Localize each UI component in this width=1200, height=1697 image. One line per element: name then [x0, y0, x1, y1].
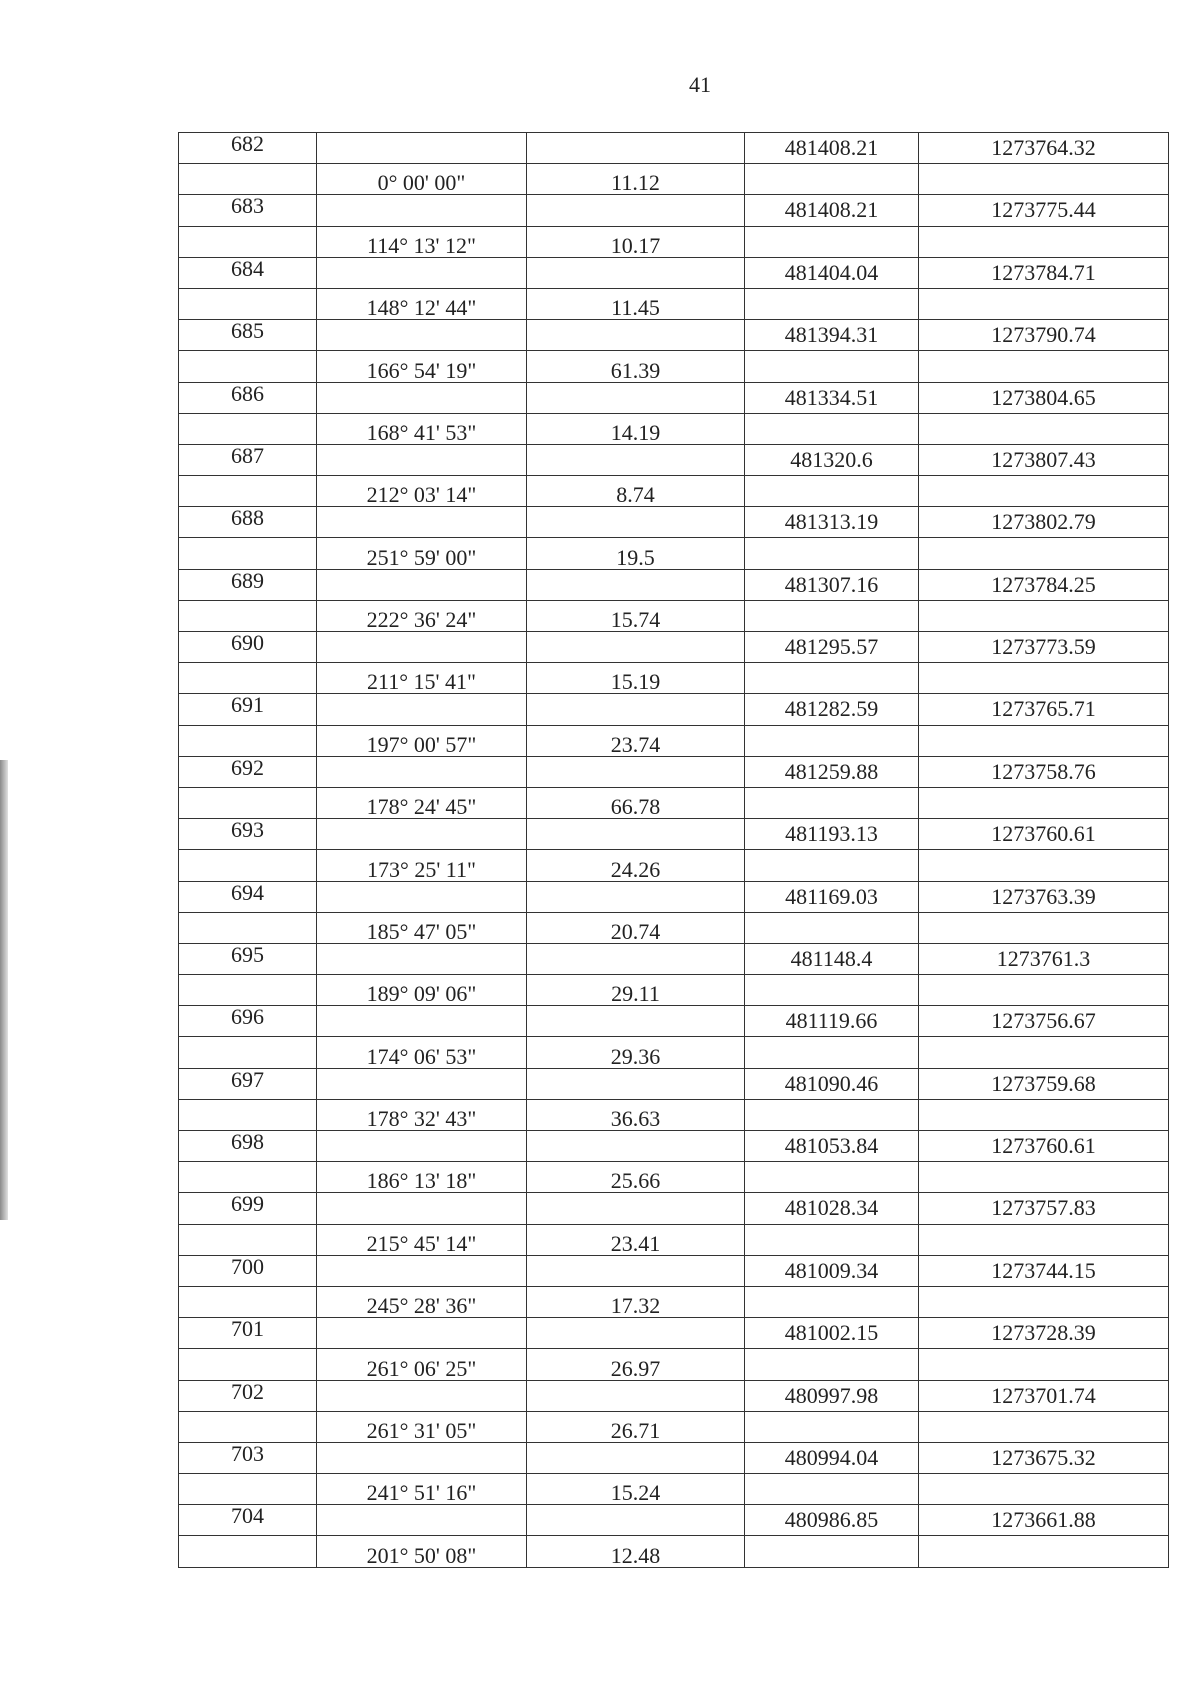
bearing-cell: [317, 819, 527, 850]
x-coordinate-cell: 481090.46: [745, 1068, 919, 1099]
point-number-cell: [179, 1162, 317, 1193]
point-number-cell: 700: [179, 1255, 317, 1286]
point-number-cell: [179, 226, 317, 257]
y-coordinate-cell: 1273744.15: [919, 1255, 1169, 1286]
y-coordinate-cell: 1273760.61: [919, 819, 1169, 850]
bearing-cell: 148° 12' 44": [317, 288, 527, 319]
y-coordinate-cell: 1273790.74: [919, 320, 1169, 351]
table-row-point: [179, 881, 1169, 912]
bearing-cell: [317, 1505, 527, 1536]
bearing-cell: 185° 47' 05": [317, 912, 527, 943]
table-row-segment: [179, 538, 1169, 569]
y-coordinate-cell: [919, 538, 1169, 569]
bearing-cell: [317, 320, 527, 351]
y-coordinate-cell: 1273760.61: [919, 1131, 1169, 1162]
x-coordinate-cell: [745, 538, 919, 569]
distance-cell: [527, 694, 745, 725]
distance-cell: 23.74: [527, 725, 745, 756]
point-number-cell: 688: [179, 507, 317, 538]
x-coordinate-cell: [745, 787, 919, 818]
distance-cell: 15.24: [527, 1474, 745, 1505]
table-row-point: [179, 133, 1169, 164]
bearing-cell: [317, 507, 527, 538]
x-coordinate-cell: 481282.59: [745, 694, 919, 725]
point-number-cell: 698: [179, 1131, 317, 1162]
distance-cell: [527, 382, 745, 413]
distance-cell: [527, 133, 745, 164]
bearing-cell: 215° 45' 14": [317, 1224, 527, 1255]
bearing-cell: 166° 54' 19": [317, 351, 527, 382]
y-coordinate-cell: [919, 600, 1169, 631]
point-number-cell: [179, 663, 317, 694]
y-coordinate-cell: 1273756.67: [919, 1006, 1169, 1037]
table-row-point: [179, 1442, 1169, 1473]
y-coordinate-cell: 1273802.79: [919, 507, 1169, 538]
x-coordinate-cell: 480986.85: [745, 1505, 919, 1536]
bearing-cell: [317, 1006, 527, 1037]
table-row-segment: [179, 1037, 1169, 1068]
bearing-cell: [317, 694, 527, 725]
table-row-point: [179, 195, 1169, 226]
table-row-segment: [179, 288, 1169, 319]
bearing-cell: 241° 51' 16": [317, 1474, 527, 1505]
y-coordinate-cell: [919, 1349, 1169, 1380]
x-coordinate-cell: 481320.6: [745, 444, 919, 475]
table-row-segment: [179, 1224, 1169, 1255]
point-number-cell: [179, 1349, 317, 1380]
x-coordinate-cell: [745, 1286, 919, 1317]
distance-cell: [527, 569, 745, 600]
distance-cell: [527, 819, 745, 850]
bearing-cell: 168° 41' 53": [317, 413, 527, 444]
bearing-cell: [317, 569, 527, 600]
bearing-cell: [317, 1380, 527, 1411]
x-coordinate-cell: [745, 725, 919, 756]
bearing-cell: 178° 24' 45": [317, 787, 527, 818]
distance-cell: [527, 632, 745, 663]
distance-cell: 11.45: [527, 288, 745, 319]
point-number-cell: 693: [179, 819, 317, 850]
table-row-segment: [179, 1099, 1169, 1130]
y-coordinate-cell: 1273773.59: [919, 632, 1169, 663]
distance-cell: 25.66: [527, 1162, 745, 1193]
y-coordinate-cell: [919, 1162, 1169, 1193]
y-coordinate-cell: 1273784.71: [919, 257, 1169, 288]
bearing-cell: [317, 133, 527, 164]
table-row-segment: [179, 787, 1169, 818]
table-row-segment: [179, 1286, 1169, 1317]
x-coordinate-cell: 480994.04: [745, 1442, 919, 1473]
table-row-point: [179, 382, 1169, 413]
x-coordinate-cell: [745, 1536, 919, 1567]
point-number-cell: [179, 850, 317, 881]
distance-cell: [527, 1006, 745, 1037]
point-number-cell: [179, 288, 317, 319]
bearing-cell: 174° 06' 53": [317, 1037, 527, 1068]
bearing-cell: [317, 382, 527, 413]
x-coordinate-cell: [745, 1037, 919, 1068]
distance-cell: 19.5: [527, 538, 745, 569]
x-coordinate-cell: 481259.88: [745, 756, 919, 787]
bearing-cell: [317, 756, 527, 787]
point-number-cell: [179, 1224, 317, 1255]
distance-cell: [527, 320, 745, 351]
y-coordinate-cell: 1273765.71: [919, 694, 1169, 725]
bearing-cell: 186° 13' 18": [317, 1162, 527, 1193]
table-row-segment: [179, 1162, 1169, 1193]
y-coordinate-cell: 1273759.68: [919, 1068, 1169, 1099]
x-coordinate-cell: 481404.04: [745, 257, 919, 288]
y-coordinate-cell: [919, 1411, 1169, 1442]
bearing-cell: 189° 09' 06": [317, 975, 527, 1006]
distance-cell: 26.97: [527, 1349, 745, 1380]
point-number-cell: 701: [179, 1318, 317, 1349]
x-coordinate-cell: [745, 226, 919, 257]
coordinate-table: [178, 132, 1169, 1568]
point-number-cell: [179, 1286, 317, 1317]
x-coordinate-cell: 481334.51: [745, 382, 919, 413]
distance-cell: 66.78: [527, 787, 745, 818]
x-coordinate-cell: 481028.34: [745, 1193, 919, 1224]
y-coordinate-cell: [919, 288, 1169, 319]
table-row-point: [179, 1505, 1169, 1536]
bearing-cell: 0° 00' 00": [317, 164, 527, 195]
table-row-point: [179, 257, 1169, 288]
distance-cell: 61.39: [527, 351, 745, 382]
x-coordinate-cell: 481295.57: [745, 632, 919, 663]
bearing-cell: 251° 59' 00": [317, 538, 527, 569]
y-coordinate-cell: 1273728.39: [919, 1318, 1169, 1349]
y-coordinate-cell: [919, 663, 1169, 694]
point-number-cell: [179, 413, 317, 444]
point-number-cell: [179, 1536, 317, 1567]
y-coordinate-cell: 1273804.65: [919, 382, 1169, 413]
table-row-point: [179, 320, 1169, 351]
x-coordinate-cell: 481053.84: [745, 1131, 919, 1162]
table-row-segment: [179, 725, 1169, 756]
point-number-cell: 696: [179, 1006, 317, 1037]
point-number-cell: 702: [179, 1380, 317, 1411]
y-coordinate-cell: [919, 912, 1169, 943]
distance-cell: [527, 257, 745, 288]
y-coordinate-cell: [919, 1286, 1169, 1317]
y-coordinate-cell: 1273784.25: [919, 569, 1169, 600]
page-number: 41: [689, 72, 711, 97]
table-row-point: [179, 1068, 1169, 1099]
point-number-cell: [179, 912, 317, 943]
y-coordinate-cell: 1273775.44: [919, 195, 1169, 226]
y-coordinate-cell: [919, 226, 1169, 257]
x-coordinate-cell: [745, 1349, 919, 1380]
x-coordinate-cell: [745, 413, 919, 444]
point-number-cell: [179, 476, 317, 507]
y-coordinate-cell: 1273761.3: [919, 943, 1169, 974]
x-coordinate-cell: 481009.34: [745, 1255, 919, 1286]
x-coordinate-cell: [745, 351, 919, 382]
bearing-cell: 261° 31' 05": [317, 1411, 527, 1442]
bearing-cell: 201° 50' 08": [317, 1536, 527, 1567]
point-number-cell: [179, 787, 317, 818]
table-row-point: [179, 1131, 1169, 1162]
x-coordinate-cell: 481119.66: [745, 1006, 919, 1037]
x-coordinate-cell: 481002.15: [745, 1318, 919, 1349]
table-row-segment: [179, 1536, 1169, 1567]
bearing-cell: [317, 1193, 527, 1224]
bearing-cell: [317, 1131, 527, 1162]
y-coordinate-cell: [919, 1037, 1169, 1068]
distance-cell: [527, 1318, 745, 1349]
y-coordinate-cell: [919, 850, 1169, 881]
bearing-cell: [317, 1255, 527, 1286]
bearing-cell: [317, 1318, 527, 1349]
distance-cell: [527, 507, 745, 538]
table-row-segment: [179, 1474, 1169, 1505]
distance-cell: [527, 756, 745, 787]
distance-cell: 10.17: [527, 226, 745, 257]
x-coordinate-cell: 481169.03: [745, 881, 919, 912]
y-coordinate-cell: 1273764.32: [919, 133, 1169, 164]
bearing-cell: [317, 881, 527, 912]
y-coordinate-cell: [919, 413, 1169, 444]
table-row-segment: [179, 600, 1169, 631]
point-number-cell: 692: [179, 756, 317, 787]
point-number-cell: 694: [179, 881, 317, 912]
table-row-point: [179, 1006, 1169, 1037]
distance-cell: 12.48: [527, 1536, 745, 1567]
table-row-point: [179, 444, 1169, 475]
point-number-cell: 703: [179, 1442, 317, 1473]
y-coordinate-cell: 1273661.88: [919, 1505, 1169, 1536]
y-coordinate-cell: [919, 787, 1169, 818]
y-coordinate-cell: [919, 1474, 1169, 1505]
bearing-cell: 178° 32' 43": [317, 1099, 527, 1130]
y-coordinate-cell: [919, 351, 1169, 382]
y-coordinate-cell: [919, 1099, 1169, 1130]
x-coordinate-cell: [745, 1411, 919, 1442]
table-row-segment: [179, 912, 1169, 943]
y-coordinate-cell: [919, 1536, 1169, 1567]
x-coordinate-cell: 481148.4: [745, 943, 919, 974]
point-number-cell: [179, 975, 317, 1006]
x-coordinate-cell: [745, 288, 919, 319]
point-number-cell: 682: [179, 133, 317, 164]
x-coordinate-cell: [745, 164, 919, 195]
distance-cell: [527, 1131, 745, 1162]
y-coordinate-cell: 1273758.76: [919, 756, 1169, 787]
table-row-segment: [179, 1411, 1169, 1442]
distance-cell: [527, 444, 745, 475]
x-coordinate-cell: [745, 600, 919, 631]
point-number-cell: 686: [179, 382, 317, 413]
x-coordinate-cell: [745, 975, 919, 1006]
point-number-cell: [179, 164, 317, 195]
distance-cell: 36.63: [527, 1099, 745, 1130]
point-number-cell: 691: [179, 694, 317, 725]
distance-cell: 20.74: [527, 912, 745, 943]
bearing-cell: [317, 1442, 527, 1473]
distance-cell: 29.11: [527, 975, 745, 1006]
bearing-cell: 222° 36' 24": [317, 600, 527, 631]
x-coordinate-cell: [745, 663, 919, 694]
point-number-cell: [179, 725, 317, 756]
bearing-cell: 114° 13' 12": [317, 226, 527, 257]
distance-cell: 15.74: [527, 600, 745, 631]
table-row-point: [179, 632, 1169, 663]
bearing-cell: 211° 15' 41": [317, 663, 527, 694]
x-coordinate-cell: [745, 476, 919, 507]
point-number-cell: 699: [179, 1193, 317, 1224]
point-number-cell: [179, 600, 317, 631]
point-number-cell: [179, 1037, 317, 1068]
bearing-cell: [317, 1068, 527, 1099]
table-row-point: [179, 819, 1169, 850]
table-row-point: [179, 569, 1169, 600]
y-coordinate-cell: [919, 975, 1169, 1006]
table-row-segment: [179, 1349, 1169, 1380]
bearing-cell: [317, 257, 527, 288]
table-row-segment: [179, 850, 1169, 881]
distance-cell: 17.32: [527, 1286, 745, 1317]
table-row-segment: [179, 663, 1169, 694]
point-number-cell: [179, 1099, 317, 1130]
distance-cell: 8.74: [527, 476, 745, 507]
table-row-point: [179, 1255, 1169, 1286]
x-coordinate-cell: 481313.19: [745, 507, 919, 538]
table-row-segment: [179, 226, 1169, 257]
x-coordinate-cell: 481307.16: [745, 569, 919, 600]
x-coordinate-cell: [745, 850, 919, 881]
point-number-cell: [179, 538, 317, 569]
y-coordinate-cell: 1273763.39: [919, 881, 1169, 912]
distance-cell: 26.71: [527, 1411, 745, 1442]
coordinate-table-body: [179, 133, 1169, 1568]
table-row-point: [179, 1380, 1169, 1411]
distance-cell: 24.26: [527, 850, 745, 881]
distance-cell: [527, 1255, 745, 1286]
point-number-cell: 690: [179, 632, 317, 663]
distance-cell: 15.19: [527, 663, 745, 694]
point-number-cell: 704: [179, 1505, 317, 1536]
x-coordinate-cell: [745, 1474, 919, 1505]
table-row-segment: [179, 413, 1169, 444]
distance-cell: [527, 881, 745, 912]
x-coordinate-cell: [745, 1162, 919, 1193]
table-row-segment: [179, 975, 1169, 1006]
table-row-segment: [179, 164, 1169, 195]
x-coordinate-cell: 481193.13: [745, 819, 919, 850]
x-coordinate-cell: 481408.21: [745, 195, 919, 226]
point-number-cell: [179, 1474, 317, 1505]
distance-cell: [527, 943, 745, 974]
table-row-segment: [179, 351, 1169, 382]
point-number-cell: 683: [179, 195, 317, 226]
point-number-cell: 685: [179, 320, 317, 351]
x-coordinate-cell: 481394.31: [745, 320, 919, 351]
point-number-cell: 687: [179, 444, 317, 475]
bearing-cell: [317, 444, 527, 475]
x-coordinate-cell: 481408.21: [745, 133, 919, 164]
table-row-point: [179, 1318, 1169, 1349]
distance-cell: [527, 195, 745, 226]
point-number-cell: 695: [179, 943, 317, 974]
x-coordinate-cell: [745, 1224, 919, 1255]
table-row-point: [179, 1193, 1169, 1224]
y-coordinate-cell: 1273757.83: [919, 1193, 1169, 1224]
bearing-cell: [317, 943, 527, 974]
point-number-cell: 689: [179, 569, 317, 600]
y-coordinate-cell: 1273807.43: [919, 444, 1169, 475]
point-number-cell: [179, 1411, 317, 1442]
table-row-segment: [179, 476, 1169, 507]
bearing-cell: 212° 03' 14": [317, 476, 527, 507]
y-coordinate-cell: [919, 164, 1169, 195]
x-coordinate-cell: 480997.98: [745, 1380, 919, 1411]
table-row-point: [179, 756, 1169, 787]
distance-cell: [527, 1505, 745, 1536]
y-coordinate-cell: [919, 476, 1169, 507]
bearing-cell: [317, 632, 527, 663]
point-number-cell: [179, 351, 317, 382]
distance-cell: [527, 1380, 745, 1411]
bearing-cell: [317, 195, 527, 226]
x-coordinate-cell: [745, 912, 919, 943]
scan-edge-shadow: [0, 760, 8, 1220]
distance-cell: 11.12: [527, 164, 745, 195]
distance-cell: 29.36: [527, 1037, 745, 1068]
point-number-cell: 697: [179, 1068, 317, 1099]
distance-cell: [527, 1193, 745, 1224]
x-coordinate-cell: [745, 1099, 919, 1130]
distance-cell: 23.41: [527, 1224, 745, 1255]
distance-cell: [527, 1442, 745, 1473]
y-coordinate-cell: 1273675.32: [919, 1442, 1169, 1473]
distance-cell: [527, 1068, 745, 1099]
bearing-cell: 197° 00' 57": [317, 725, 527, 756]
y-coordinate-cell: [919, 725, 1169, 756]
point-number-cell: 684: [179, 257, 317, 288]
y-coordinate-cell: [919, 1224, 1169, 1255]
table-row-point: [179, 694, 1169, 725]
y-coordinate-cell: 1273701.74: [919, 1380, 1169, 1411]
bearing-cell: 261° 06' 25": [317, 1349, 527, 1380]
bearing-cell: 245° 28' 36": [317, 1286, 527, 1317]
table-row-point: [179, 943, 1169, 974]
distance-cell: 14.19: [527, 413, 745, 444]
bearing-cell: 173° 25' 11": [317, 850, 527, 881]
table-row-point: [179, 507, 1169, 538]
